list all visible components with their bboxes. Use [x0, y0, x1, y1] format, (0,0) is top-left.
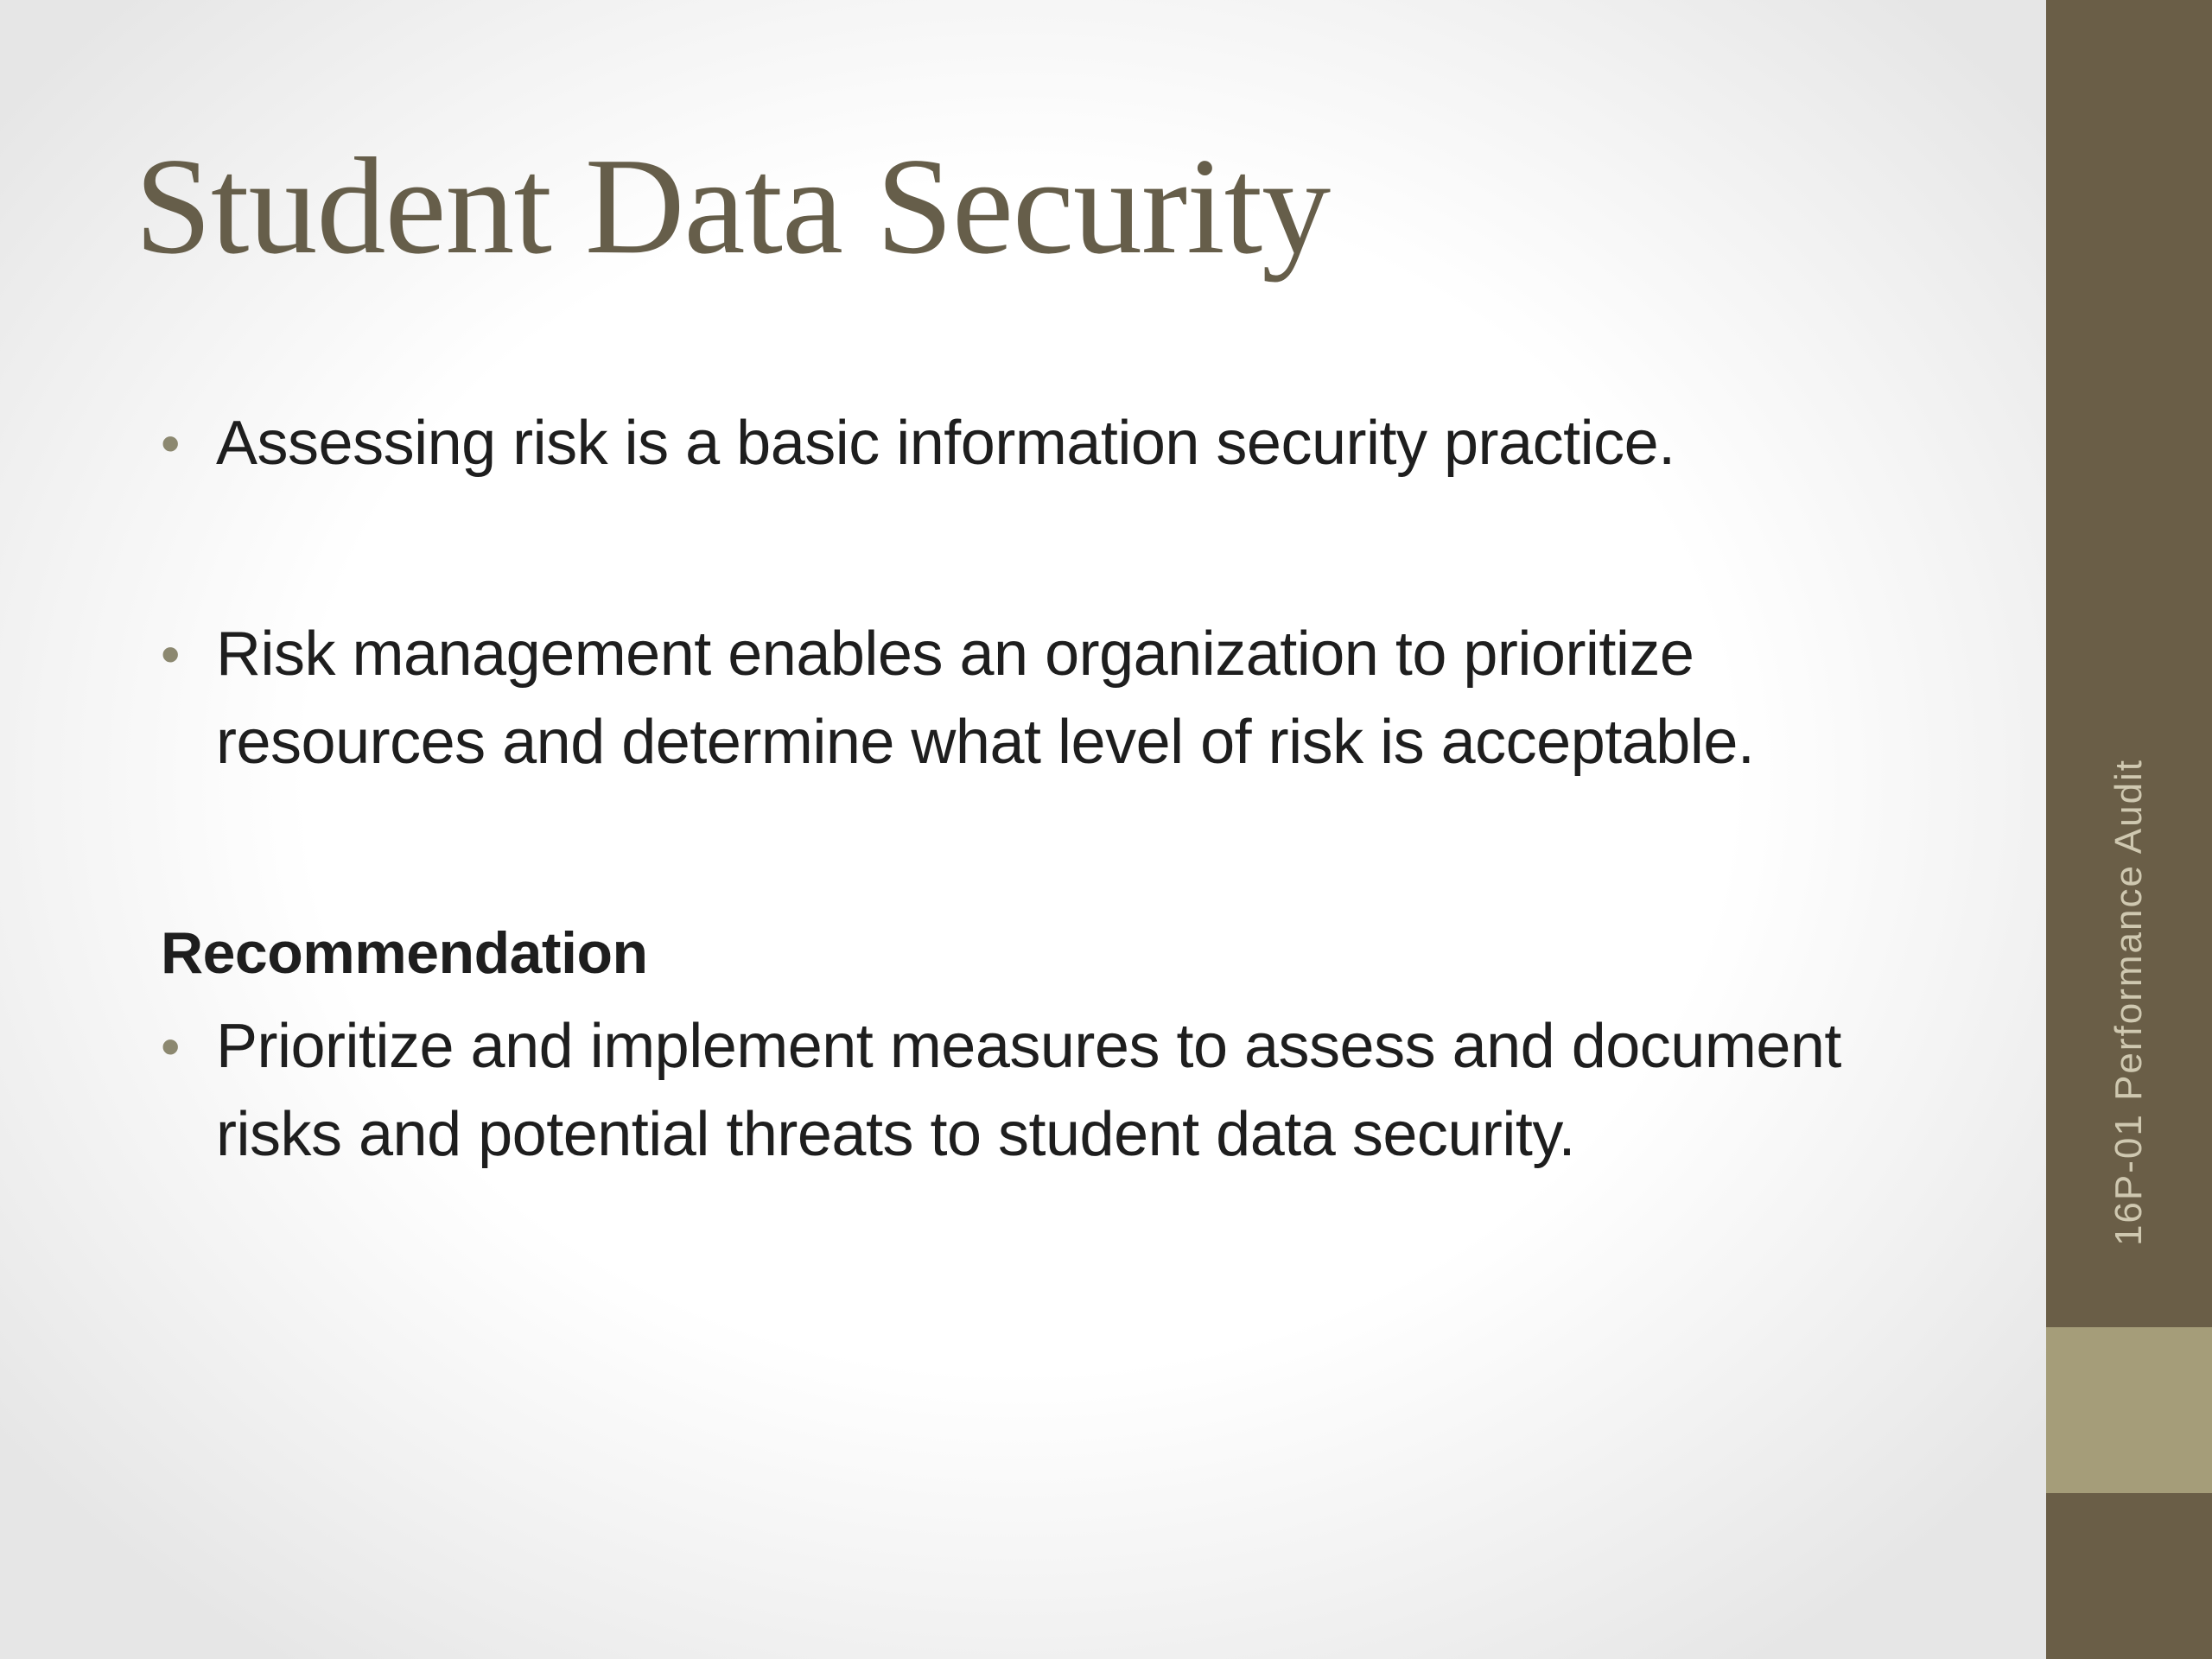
slide-title: Student Data Security	[135, 129, 1331, 283]
bullet-icon: •	[161, 623, 180, 685]
bullet-item	[161, 399, 1975, 487]
sidebar-accent-band	[2046, 1327, 2212, 1493]
bullet-text: Risk management enables an organization to prioritize resources and determine what level of risk is acceptable.	[216, 620, 1755, 777]
recommendation-text: Prioritize and implement measures to assess and document risks and potential threats to student data security.	[216, 1012, 1841, 1169]
bullet-item	[161, 610, 1975, 786]
bullet-icon: •	[161, 1015, 180, 1077]
recommendation-heading: Recommendation	[161, 920, 648, 986]
footer-text: 16P-01 Performance Audit	[2107, 758, 2150, 1247]
bullet-text: Assessing risk is a basic information security practice.	[216, 409, 1675, 478]
sidebar	[2046, 0, 2212, 1659]
slide-body	[161, 399, 1975, 1179]
bullet-icon: •	[161, 412, 180, 474]
bullet-item	[161, 1002, 1975, 1179]
